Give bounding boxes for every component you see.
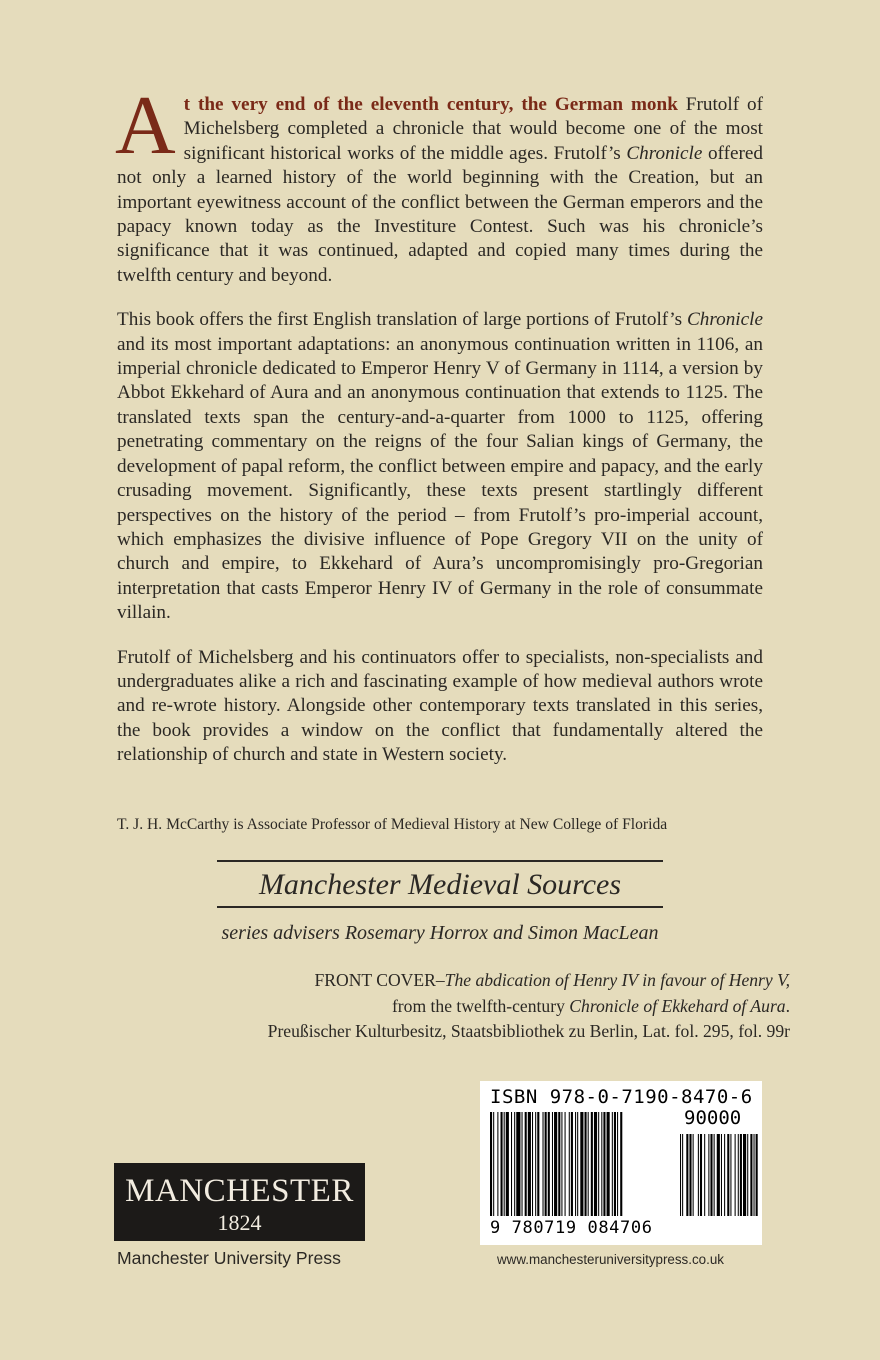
barcode-addon-bar (680, 1134, 681, 1216)
publisher-name: Manchester University Press (117, 1248, 341, 1268)
barcode-addon-bar (710, 1134, 712, 1216)
barcode-bar (537, 1112, 539, 1216)
barcode-addon-bar (686, 1134, 688, 1216)
barcode-addon-bar (730, 1134, 731, 1216)
blurb-paragraph-3: Frutolf of Michelsberg and his continuators offer to specialists, non-specialists and undergraduates alike a rich and fascinating example of how medieval authors wrote and re-wrote history. Alongside other contemporary texts translated in this series, the book provides a window on the conflict that fundamentally altered the relationship of church and state in Western society. (117, 646, 763, 766)
blurb (115, 79, 763, 788)
barcode-addon-bar (743, 1134, 746, 1216)
barcode-bar (612, 1112, 613, 1216)
barcode-bar (532, 1112, 533, 1216)
barcode-addon-bar (714, 1134, 715, 1216)
barcode-bar (594, 1112, 597, 1216)
barcode-bar (511, 1112, 512, 1216)
barcode-addon-bar (747, 1134, 748, 1216)
barcode-bar (598, 1112, 599, 1216)
barcode-addon-bar (756, 1134, 758, 1216)
barcode-bar (569, 1112, 570, 1216)
barcode-bar (603, 1112, 605, 1216)
barcode-bar (601, 1112, 602, 1216)
barcode-addon-bar (689, 1134, 691, 1216)
blurb-paragraph-1: At the very end of the eleventh century, the German monk Frutolf of Michelsberg completed a chronicle that would become one of the most significant historical works of the middle ages. Frutolf’s Chronicle offered not only a learned history of the world beginning with the Creation, but an important eyewitness account of the conflict between the German emperors and the papacy known today as the Investiture Contest. Such was his chronicle’s significance that it was continued, adapted and copied many times during the twelfth century and beyond. (115, 79, 763, 286)
barcode-bar (575, 1112, 576, 1216)
barcode-bar (497, 1112, 498, 1216)
barcode-bar (548, 1112, 550, 1216)
barcode-addon-bar (700, 1134, 702, 1216)
publisher-logo (114, 1163, 365, 1241)
barcode-bar (571, 1112, 573, 1216)
drop-cap: A (115, 79, 176, 172)
barcode-bar (516, 1112, 520, 1216)
barcode-addon-bar (717, 1134, 720, 1216)
barcode-addon-bar (738, 1134, 739, 1216)
barcode-bar (525, 1112, 527, 1216)
price-code: 90000 (680, 1108, 745, 1128)
barcode-bar (580, 1112, 583, 1216)
barcode-bar (501, 1112, 503, 1216)
barcode-addon-bar (704, 1134, 705, 1216)
barcode-bar (506, 1112, 509, 1216)
author-note: T. J. H. McCarthy is Associate Professor of Medieval History at New College of Florida (117, 816, 668, 833)
barcode-addon-bar (727, 1134, 729, 1216)
barcode-bar (607, 1112, 610, 1216)
barcode-bar (514, 1112, 515, 1216)
divider-bottom (217, 906, 663, 908)
series-advisers: series advisers Rosemary Horrox and Simon MacLean (221, 922, 659, 944)
barcode-bar (545, 1112, 547, 1216)
barcode-bar (565, 1112, 566, 1216)
barcode-bar (588, 1112, 589, 1216)
barcode (480, 1081, 762, 1245)
barcode-addon-bar (750, 1134, 752, 1216)
ean-digits: 9 780719 084706 (490, 1218, 653, 1238)
barcode-bar (577, 1112, 578, 1216)
barcode-bar (617, 1112, 618, 1216)
barcode-bar (522, 1112, 523, 1216)
lead-in: t the very end of the eleventh century, the German monk (183, 94, 678, 115)
blurb-paragraph-2: This book offers the first English translation of large portions of Frutolf’s Chronicle and its most important adaptations: an anonymous continuation written in 1106, an imperial chronicle dedicated to Emperor Henry V of Germany in 1114, a version by Abbot Ekkehard of Aura and an anonymous continuation that extends to 1125. The translated texts span the century-and-a-quarter from 1000 to 1125, offering penetrating commentary on the reigns of the four Salian kings of Germany, the development of papal reform, the conflict between empire and papacy, and the early crusading movement. Significantly, these texts present startlingly different perspectives on the history of the period – from Frutolf’s pro-imperial account, which emphasizes the divisive influence of Pope Gregory VII on the unity of church and empire, to Ekkehard of Aura’s uncompromisingly pro-Gregorian interpretation that casts Emperor Henry IV of Germany in the role of consummate villain. (117, 309, 763, 624)
logo-year: 1824 (217, 1210, 262, 1235)
barcode-bar (585, 1112, 587, 1216)
publisher-website: www.manchesteruniversitypress.co.uk (497, 1252, 724, 1267)
barcode-bar (493, 1112, 494, 1216)
barcode-bar (490, 1112, 492, 1216)
barcode-bar (558, 1112, 560, 1216)
barcode-bar (552, 1112, 553, 1216)
logo-word: MANCHESTER (125, 1173, 354, 1209)
barcode-addon-bar (754, 1134, 755, 1216)
barcode-bar (591, 1112, 593, 1216)
barcode-bar (620, 1112, 622, 1216)
series-title: Manchester Medieval Sources (258, 868, 622, 901)
barcode-bar (561, 1112, 562, 1216)
barcode-bar (614, 1112, 616, 1216)
barcode-addon-bar (682, 1134, 683, 1216)
divider-top (217, 860, 663, 862)
barcode-bar (543, 1112, 544, 1216)
barcode-bar (504, 1112, 505, 1216)
isbn-label: ISBN 978-0-7190-8470-6 (490, 1086, 753, 1108)
barcode-addon-bar (735, 1134, 736, 1216)
barcode-addon-bar (721, 1134, 722, 1216)
barcode-addon-bar (698, 1134, 699, 1216)
barcode-bar (528, 1112, 531, 1216)
barcode-addon-bar (724, 1134, 725, 1216)
barcode-addon-bar (693, 1134, 694, 1216)
barcode-addon-bar (708, 1134, 709, 1216)
cover-credit: FRONT COVER–The abdication of Henry IV in favour of Henry V, from the twelfth-century Chronicle of Ekkehard of Aura. Preußischer Kulturbesitz, Staatsbibliothek zu Berlin, Lat. fol. 295, fol. 99r (267, 970, 790, 1042)
barcode-bar (554, 1112, 557, 1216)
barcode-bar (535, 1112, 536, 1216)
barcode-addon-bar (740, 1134, 742, 1216)
